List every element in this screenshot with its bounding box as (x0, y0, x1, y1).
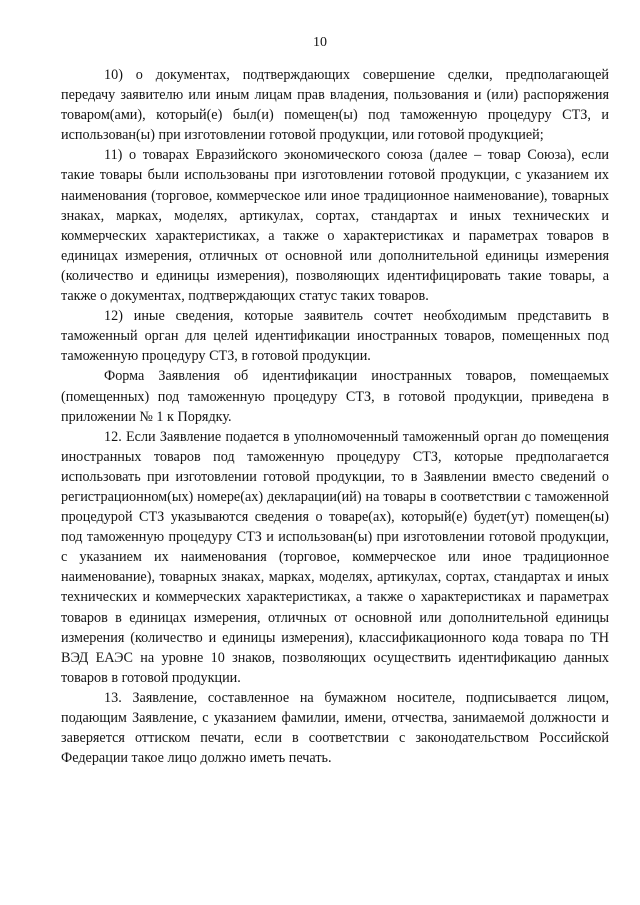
paragraph-item-12: 12) иные сведения, которые заявитель сочтет необходимым представить в таможенный орган для целей идентификации иностранных товаров, помещенных под таможенную процедуру СТЗ, в готовой продукции. (61, 308, 609, 365)
paragraph-item-10: 10) о документах, подтверждающих совершение сделки, предполагающей передачу заявителю или иным лицам прав владения, пользования и (или) распоряжения товаром(ами), который(е) был(и) помещен(ы) под таможенную процедуру СТЗ, и использован(ы) при изготовлении готовой продукции, или готовой продукцией; (61, 67, 609, 144)
paragraph-clause-13: 13. Заявление, составленное на бумажном носителе, подписывается лицом, подающим Заявление, с указанием фамилии, имени, отчества, занимаемой должности и заверяется оттиском печати, если в соответствии с законодательством Российской Федерации такое лицо должно иметь печать. (61, 689, 609, 767)
page-number: 10 (313, 35, 327, 50)
document-body (61, 65, 609, 768)
paragraph-item-11: 11) о товарах Евразийского экономического союза (далее – товар Союза), если такие товары были использованы при изготовлении готовой продукции, с указанием их наименования (торговое, коммерческое или иное традиционное наименование), товарных знаках, марках, моделях, артикулах, сортах, стандартах и иных технических и коммерческих характеристиках, а также о характеристиках и параметрах товаров в единицах измерения, отличных от основной или дополнительной единицы измерения (количество и единицы измерения), позволяющих идентифицировать такие товары, а также о документах, подтверждающих статус таких товаров. (61, 147, 609, 305)
paragraph-clause-12: 12. Если Заявление подается в уполномоченный таможенный орган до помещения иностранных товаров под таможенную процедуру СТЗ, которые предполагается использовать при изготовлении готовой продукции, то в Заявлении вместо сведений о регистрационном(ых) номере(ах) декларации(ий) на товары в соответствии с таможенной процедурой СТЗ указываются сведения о товаре(ах), который(е) будет(ут) помещен(ы) под таможенную процедуру СТЗ и использован(ы) при изготовлении готовой продукции, с указанием их наименования (торговое, коммерческое или иное традиционное наименование), товарных знаках, марках, моделях, артикулах, сортах, стандартах и иных технических и коммерческих характеристиках, а также о характеристиках и параметрах товаров в единицах измерения, отличных от основной или дополнительной единицы измерения (количество и единицы измерения), классификационного кода товара по ТН ВЭД ЕАЭС на уровне 10 знаков, позволяющих осуществить идентификацию данных товаров в готовой продукции. (61, 428, 609, 686)
paragraph-form-reference: Форма Заявления об идентификации иностранных товаров, помещаемых (помещенных) под таможенную процедуру СТЗ, в готовой продукции, приведена в приложении № 1 к Порядку. (61, 368, 609, 425)
